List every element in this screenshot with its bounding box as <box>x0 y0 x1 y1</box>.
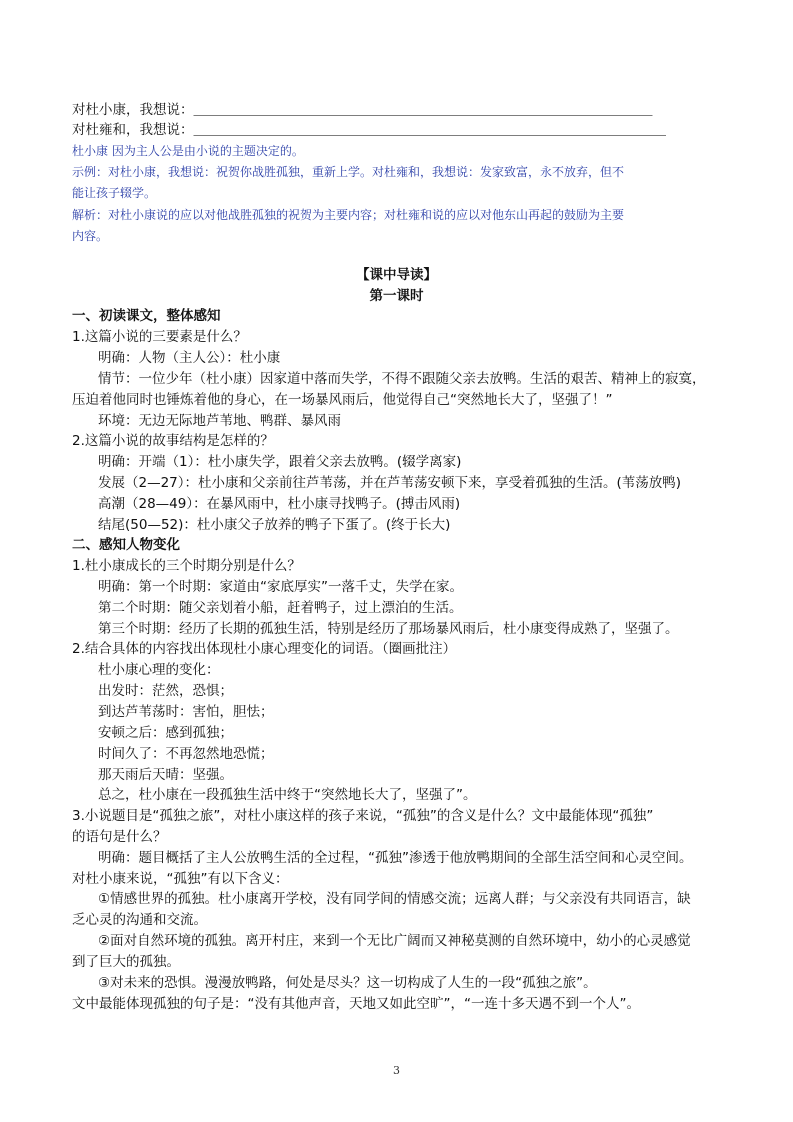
page-number: 3 <box>393 1064 400 1077</box>
answer-line: ②面对自然环境的孤独。离开村庄，来到一个无比广阔而又神秘莫测的自然环境中，幼小的心灵感觉 <box>98 933 691 949</box>
fill-line-yonghe: 对杜雍和，我想说：＿＿＿＿＿＿＿＿＿＿＿＿＿＿＿＿＿＿＿＿＿＿＿＿＿＿＿＿＿＿＿＿＿＿＿ <box>72 122 666 138</box>
answer-line: 到了巨大的孤独。 <box>72 954 180 970</box>
answer-line: 情节：一位少年（杜小康）因家道中落而失学，不得不跟随父亲去放鸭。生活的艰苦、精神上的寂寞， <box>98 371 706 387</box>
answer-line: 文中最能体现孤独的句子是：“没有其他声音，天地又如此空旷”，“一连十多天遇不到一个人”。 <box>72 996 640 1012</box>
answer-line: 明确：人物（主人公）：杜小康 <box>98 350 281 366</box>
analysis-text-cont: 内容。 <box>72 229 109 243</box>
answer-line: 明确：第一个时期：家道由“家底厚实”一落千丈，失学在家。 <box>98 579 463 595</box>
section-subtitle: 第一课时 <box>369 288 424 304</box>
answer-line: 安顿之后：感到孤独； <box>98 725 233 741</box>
answer-line: 到达芦苇荡时：害怕，胆怯； <box>98 704 274 720</box>
answer-line: 明确：开端（1）：杜小康失学，跟着父亲去放鸭。(辍学离家) <box>98 454 462 470</box>
question-cont: 的语句是什么？ <box>72 829 167 845</box>
answer-line: ①情感世界的孤独。杜小康离开学校，没有同学间的情感交流；远离人群；与父亲没有共同语言，缺 <box>98 891 691 907</box>
analysis-text: 解析：对杜小康说的应以对他战胜孤独的祝贺为主要内容；对杜雍和说的应以对他东山再起的鼓励为主要 <box>72 208 625 222</box>
answer-line: 环境：无边无际地芦苇地、鸭群、暴风雨 <box>98 413 341 429</box>
answer-line: 结尾(50—52)：杜小康父子放养的鸭子下蛋了。(终于长大) <box>98 517 451 533</box>
question: 3.小说题目是“孤独之旅”，对杜小康这样的孩子来说，“孤独”的含义是什么？文中最能体现“孤独” <box>72 808 654 824</box>
section-title: 【课中导读】 <box>356 267 437 283</box>
answer-line: 那天雨后天晴：坚强。 <box>98 767 233 783</box>
question: 1.这篇小说的三要素是什么？ <box>72 329 247 345</box>
answer-line: ③对未来的恐惧。漫漫放鸭路，何处是尽头？这一切构成了人生的一段“孤独之旅”。 <box>98 975 597 991</box>
answer-line: 乏心灵的沟通和交流。 <box>72 912 207 928</box>
answer-line: 时间久了：不再忽然地恐慌； <box>98 746 274 762</box>
heading-part1: 一、初读课文，整体感知 <box>72 308 221 324</box>
fill-line-xiaokang: 对杜小康，我想说：＿＿＿＿＿＿＿＿＿＿＿＿＿＿＿＿＿＿＿＿＿＿＿＿＿＿＿＿＿＿＿＿＿＿ <box>72 102 653 118</box>
question: 2.结合具体的内容找出体现杜小康心理变化的词语。（圈画批注） <box>72 641 457 657</box>
answer-note: 杜小康 因为主人公是由小说的主题决定的。 <box>72 144 304 158</box>
answer-line: 发展（2—27）：杜小康和父亲前往芦苇荡，并在芦苇荡安顿下来，享受着孤独的生活。(苇荡放鸭) <box>98 475 682 491</box>
answer-line: 明确：题目概括了主人公放鸭生活的全过程，“孤独”渗透于他放鸭期间的全部生活空间和心灵空间。 <box>98 850 693 866</box>
question: 2.这篇小说的故事结构是怎样的？ <box>72 433 274 449</box>
answer-line: 杜小康心理的变化： <box>98 662 220 678</box>
answer-line: 总之，杜小康在一段孤独生活中终于“突然地长大了，坚强了”。 <box>98 787 477 803</box>
answer-line: 对杜小康来说，“孤独”有以下含义： <box>72 871 289 887</box>
example-text: 示例：对杜小康，我想说：祝贺你战胜孤独，重新上学。对杜雍和，我想说：发家致富，永不放弃，但不 <box>72 165 625 179</box>
answer-line: 出发时：茫然，恐惧； <box>98 683 233 699</box>
heading-part2: 二、感知人物变化 <box>72 537 180 553</box>
question: 1.杜小康成长的三个时期分别是什么？ <box>72 558 301 574</box>
answer-line: 第三个时期：经历了长期的孤独生活，特别是经历了那场暴风雨后，杜小康变得成熟了，坚强了。 <box>98 621 679 637</box>
example-text-cont: 能让孩子辍学。 <box>72 186 157 200</box>
answer-line: 第二个时期：随父亲划着小船，赶着鸭子，过上漂泊的生活。 <box>98 600 463 616</box>
answer-line: 高潮（28—49）：在暴风雨中，杜小康寻找鸭子。(搏击风雨) <box>98 496 461 512</box>
answer-line: 压迫着他同时也锤炼着他的身心，在一场暴风雨后，他觉得自己“突然地长大了，坚强了！” <box>72 392 613 408</box>
